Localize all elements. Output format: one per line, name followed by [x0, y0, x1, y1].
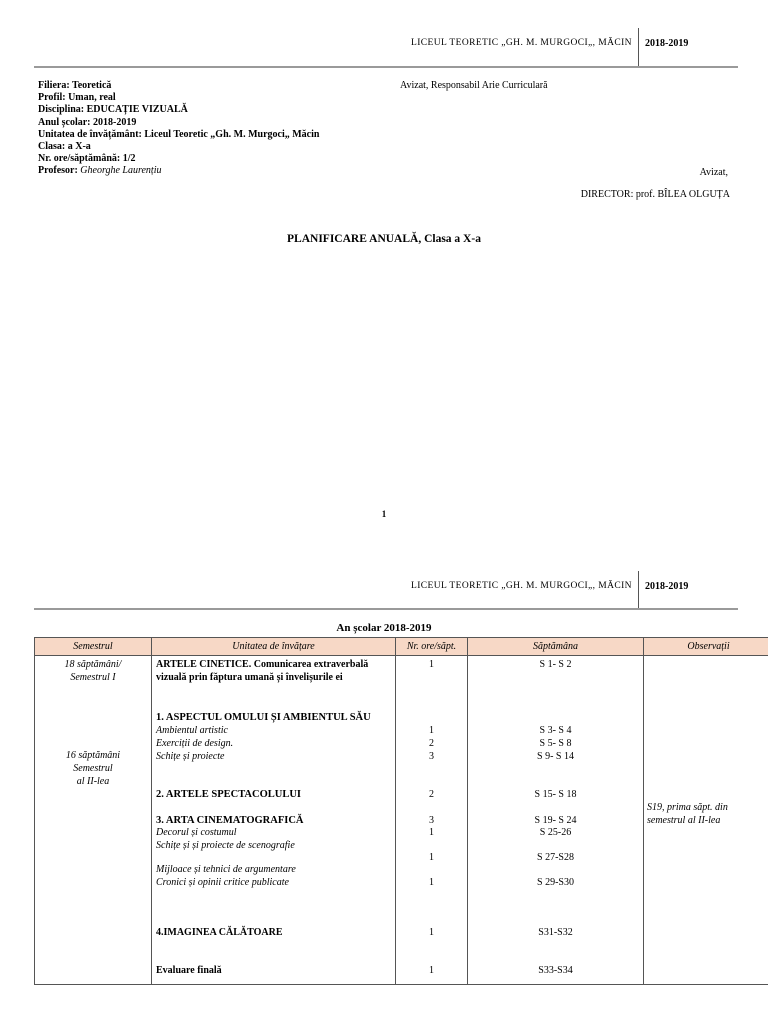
- unit-1-title: 1. ASPECTUL OMULUI ȘI AMBIENTUL SĂU: [156, 712, 371, 723]
- filiera: Filiera: Teoretică: [38, 80, 112, 91]
- weeks-1c: S 9- S 14: [537, 751, 574, 762]
- unit-2-title: 2. ARTELE SPECTACOLULUI: [156, 789, 302, 800]
- col-saptamana: Săptămâna: [468, 638, 644, 656]
- hours-cell: [396, 656, 468, 985]
- weeks-4: S31-S32: [538, 927, 573, 938]
- unit-1-b: Exerciții de design.: [156, 738, 234, 749]
- semester-cell: [35, 656, 152, 985]
- page-title: PLANIFICARE ANUALĂ, Clasa a X-a: [287, 233, 481, 245]
- header-year: 2018-2019: [645, 38, 689, 49]
- hours-1b: 2: [429, 738, 434, 749]
- school-header: LICEUL TEORETIC „GH. M. MURGOCI„, MĂCIN: [411, 38, 632, 48]
- unit-0-line1: ARTELE CINETICE. Comunicarea extraverbală: [156, 659, 369, 670]
- observations-cell: [644, 656, 768, 985]
- avizat: Avizat,: [699, 167, 728, 178]
- weeks-3a: S 25-26: [539, 827, 572, 838]
- unit-3-title: 3. ARTA CINEMATOGRAFICĂ: [156, 815, 304, 826]
- unit-1-c: Schițe și proiecte: [156, 751, 225, 762]
- ore-saptamana: Nr. ore/săptămână: 1/2: [38, 153, 136, 165]
- sem1-line2: Semestrul I: [70, 672, 116, 683]
- header-year-2: 2018-2019: [645, 581, 689, 592]
- profesor-name: Gheorghe Laurențiu: [80, 165, 162, 177]
- unit-3-d: Cronici și opinii critice publicate: [156, 877, 289, 888]
- sem2-line3: al II-lea: [76, 776, 110, 787]
- col-observatii: Observații: [644, 638, 768, 656]
- header-divider: [638, 28, 639, 66]
- hours-5: 1: [429, 965, 434, 976]
- hours-3c: 1: [429, 852, 434, 863]
- obs-line1: S19, prima săpt. din: [647, 802, 728, 813]
- director: DIRECTOR: prof. BÎLEA OLGUȚA: [580, 189, 730, 200]
- weeks-3: S 19- S 24: [534, 815, 577, 826]
- hours-0: 1: [429, 659, 434, 670]
- weeks-2: S 15- S 18: [534, 789, 577, 800]
- col-semestrul: Semestrul: [35, 638, 152, 656]
- header-rule: [34, 66, 738, 68]
- page-number: 1: [381, 509, 387, 519]
- sem1-line1: 18 săptămâni/: [64, 659, 122, 670]
- sem2-line2: Semestrul: [73, 763, 113, 774]
- weeks-0: S 1- S 2: [539, 659, 572, 670]
- unit-5-title: Evaluare finală: [156, 965, 222, 976]
- header-divider-2: [638, 571, 639, 609]
- unit-3-a: Decorul și costumul: [156, 827, 237, 838]
- col-ore: Nr. ore/săpt.: [396, 638, 468, 656]
- unit-3-b: Schițe și și proiecte de scenografie: [156, 840, 295, 851]
- school-header-2: LICEUL TEORETIC „GH. M. MURGOCI„, MĂCIN: [411, 581, 632, 591]
- units-cell: [152, 656, 396, 985]
- planning-table: [34, 637, 768, 985]
- hours-3: 3: [429, 815, 434, 826]
- table-title: An școlar 2018-2019: [336, 622, 432, 634]
- info-block: [38, 80, 319, 178]
- profesor-line: [38, 165, 319, 177]
- hours-3d: 1: [429, 877, 434, 888]
- unit-4-title: 4.IMAGINEA CĂLĂTOARE: [156, 927, 283, 938]
- table-header-row: [35, 638, 768, 656]
- hours-1a: 1: [429, 725, 434, 736]
- hours-1c: 3: [429, 751, 434, 762]
- hours-2: 2: [429, 789, 434, 800]
- obs-line2: semestrul al II-lea: [647, 815, 721, 826]
- header-rule-2: [34, 608, 738, 610]
- hours-4: 1: [429, 927, 434, 938]
- avizat-responsabil: Avizat, Responsabil Arie Curriculară: [400, 80, 548, 91]
- sem2-line1: 16 săptămâni: [65, 750, 121, 761]
- weeks-3c: S 27-S28: [537, 852, 574, 863]
- unitatea-invatamant: Unitatea de învățământ: Liceul Teoretic „Gh. M. Murgoci„ Măcin: [38, 128, 320, 140]
- anul-scolar: Anul școlar: 2018-2019: [38, 116, 137, 128]
- unit-0-line2: vizuală prin făptura umană și învelișurile ei: [156, 672, 343, 683]
- profil: Profil: Uman, real: [38, 92, 116, 104]
- weeks-1a: S 3- S 4: [539, 725, 572, 736]
- unit-3-c: Mijloace și tehnici de argumentare: [156, 864, 296, 875]
- unit-1-a: Ambientul artistic: [156, 725, 228, 736]
- weeks-cell: [468, 656, 644, 985]
- table-row: [35, 656, 768, 985]
- profesor-label: Profesor:: [38, 165, 78, 177]
- weeks-1b: S 5- S 8: [539, 738, 572, 749]
- weeks-5: S33-S34: [538, 965, 573, 976]
- col-unitatea: Unitatea de învățare: [152, 638, 396, 656]
- hours-3a: 1: [429, 827, 434, 838]
- clasa: Clasa: a X-a: [38, 141, 91, 153]
- disciplina: Disciplina: EDUCAȚIE VIZUALĂ: [38, 104, 188, 116]
- weeks-3d: S 29-S30: [537, 877, 574, 888]
